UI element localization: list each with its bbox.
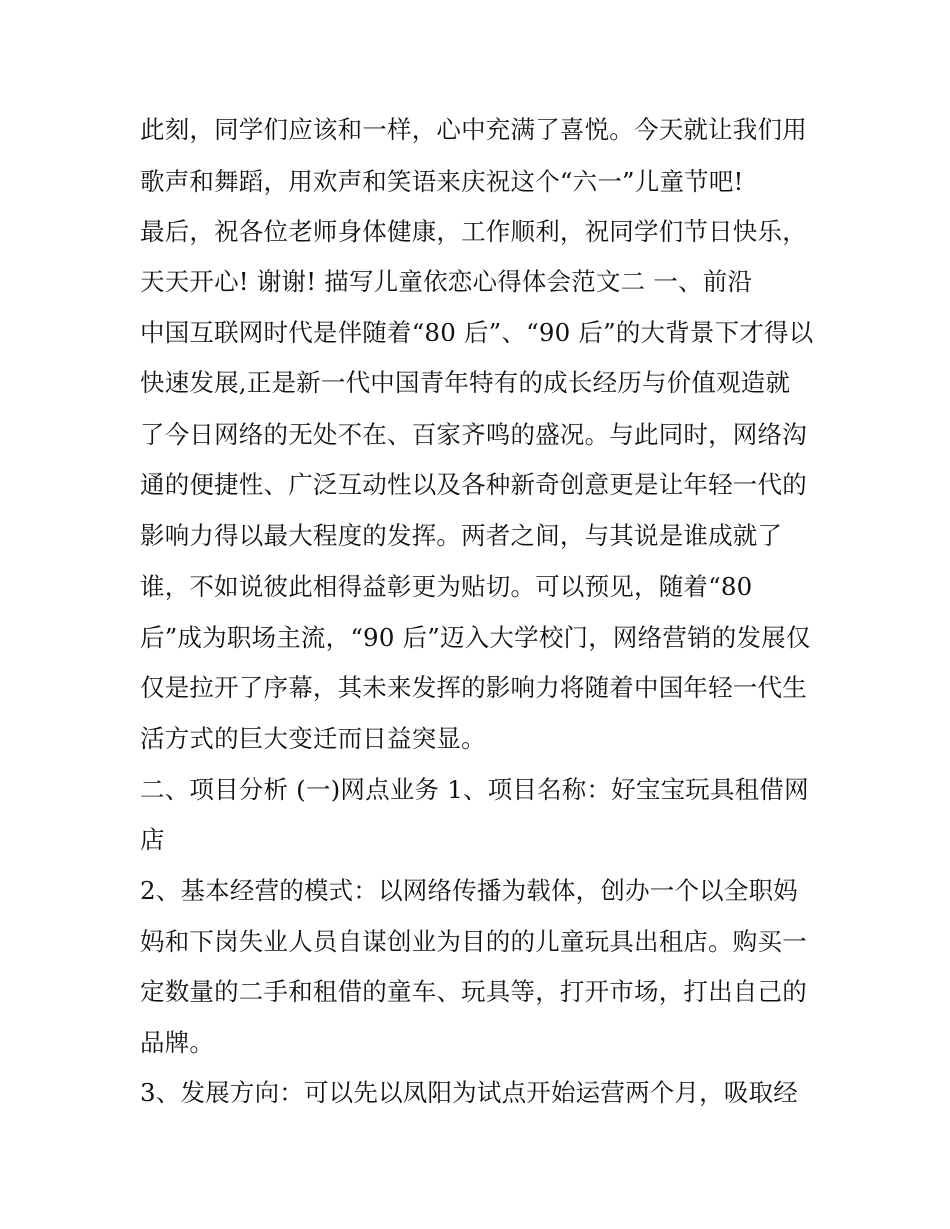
text-line: 后”成为职场主流，“90 后”迈入大学校门，网络营销的发展仅 xyxy=(140,623,811,652)
text-line: 仅是拉开了序幕，其未来发挥的影响力将随着中国年轻一代生 xyxy=(140,673,807,702)
text-line: 天天开心! 谢谢! 描写儿童依恋心得体会范文二 一、前沿 xyxy=(140,267,753,296)
text-line: 了今日网络的无处不在、百家齐鸣的盛况。与此同时，网络沟 xyxy=(140,420,807,449)
text-line: 妈和下岗失业人员自谋创业为目的的儿童玩具出租店。购买一 xyxy=(140,927,807,956)
text-line: 影响力得以最大程度的发挥。两者之间，与其说是谁成就了 xyxy=(140,521,783,550)
text-line: 2、基本经营的模式：以网络传播为载体，创办一个以全职妈 xyxy=(140,876,798,905)
text-line: 二、项目分析 (一)网点业务 1、项目名称：好宝宝玩具租借网 xyxy=(140,775,809,804)
text-line: 谁，不如说彼此相得益彰更为贴切。可以预见，随着“80 xyxy=(140,572,753,601)
text-line: 歌声和舞蹈，用欢声和笑语来庆祝这个“六一”儿童节吧! xyxy=(140,167,744,196)
text-line: 3、发展方向：可以先以凤阳为试点开始运营两个月，吸取经 xyxy=(140,1078,798,1107)
text-line: 快速发展,正是新一代中国青年特有的成长经历与价值观造就 xyxy=(140,368,791,397)
text-line: 中国互联网时代是伴随着“80 后”、“90 后”的大背景下才得以 xyxy=(140,318,814,347)
text-line: 品牌。 xyxy=(140,1028,215,1057)
text-line: 通的便捷性、广泛互动性以及各种新奇创意更是让年轻一代的 xyxy=(140,470,807,499)
text-line: 此刻，同学们应该和一样，心中充满了喜悦。今天就让我们用 xyxy=(140,115,807,144)
text-line: 最后，祝各位老师身体健康，工作顺利，祝同学们节日快乐， xyxy=(140,217,807,246)
text-line: 定数量的二手和租借的童车、玩具等，打开市场，打出自己的 xyxy=(140,977,807,1006)
text-line: 店 xyxy=(140,825,165,854)
text-line: 活方式的巨大变迁而日益突显。 xyxy=(140,724,486,753)
